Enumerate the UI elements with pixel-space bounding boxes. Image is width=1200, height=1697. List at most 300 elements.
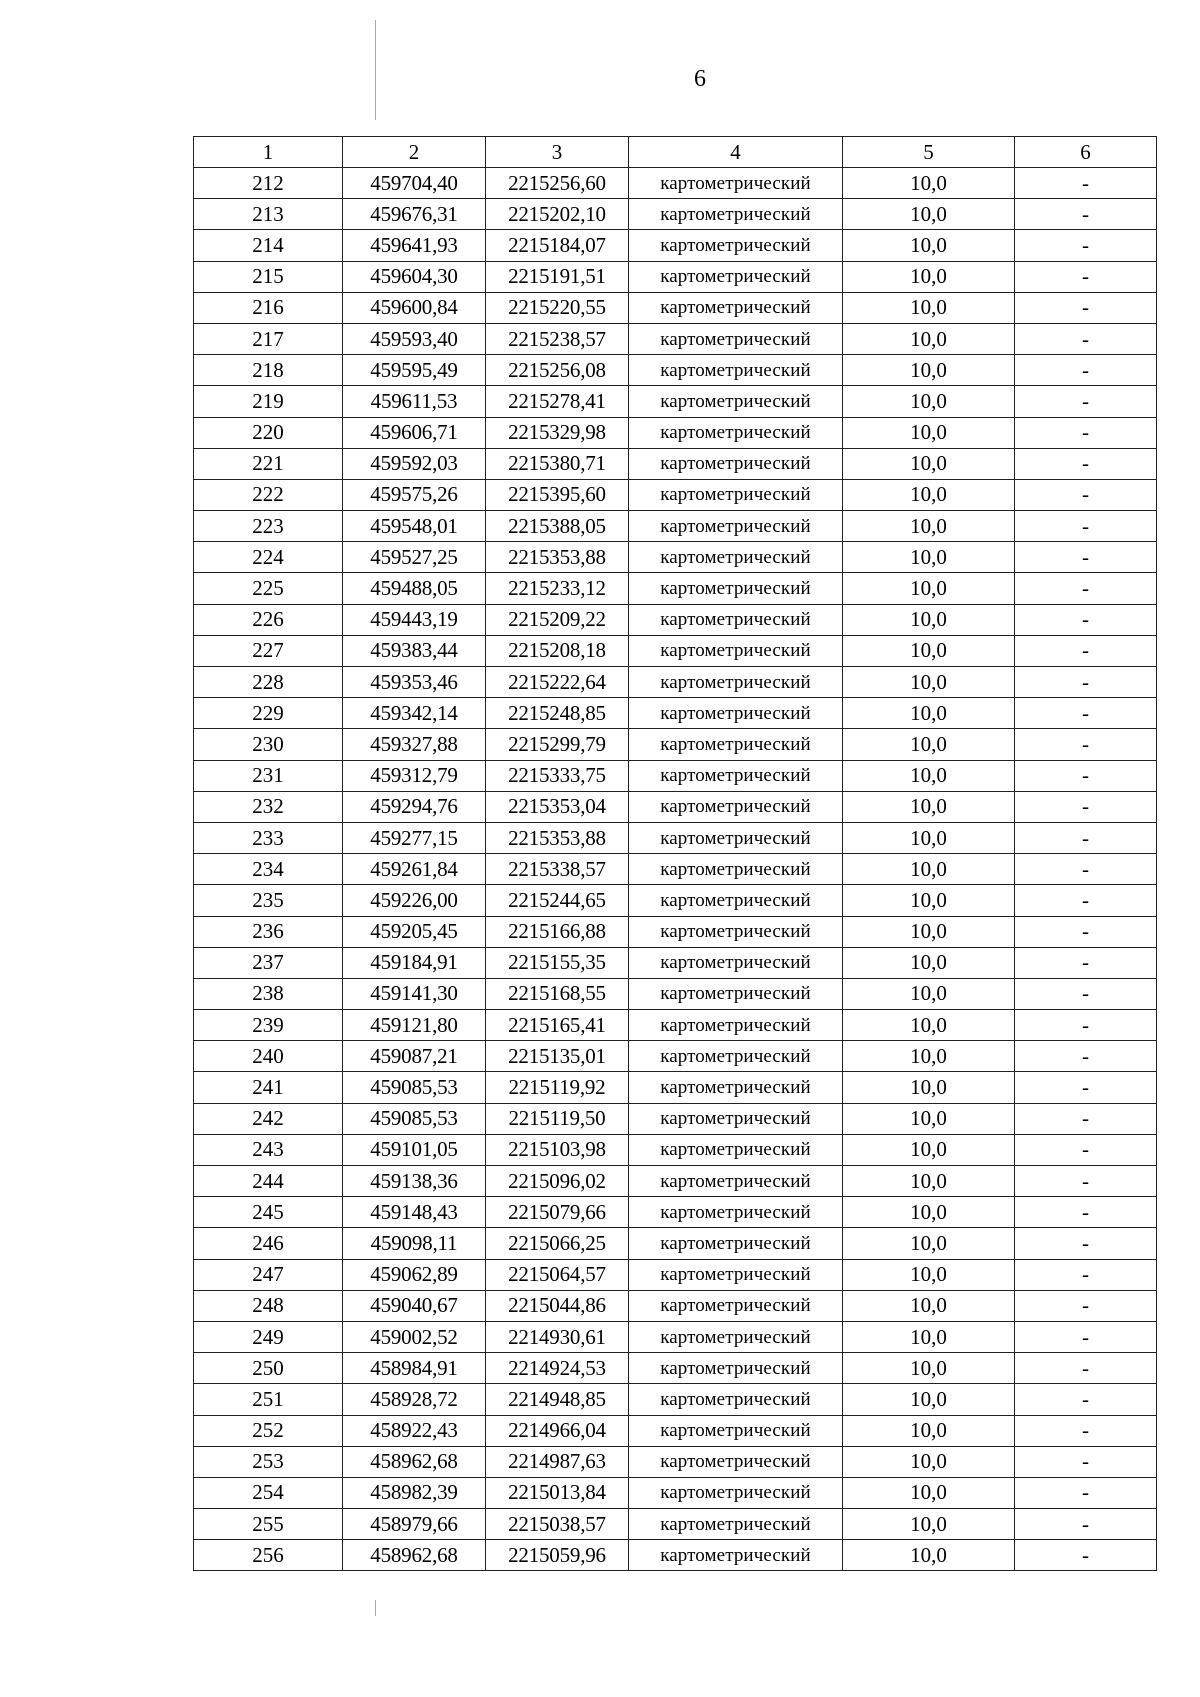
x-coordinate-cell: 459327,88 [343, 729, 486, 760]
x-coordinate-cell: 459226,00 [343, 885, 486, 916]
point-number-cell: 214 [194, 230, 343, 261]
point-number-cell: 241 [194, 1072, 343, 1103]
note-cell: - [1015, 1415, 1157, 1446]
point-number-cell: 231 [194, 760, 343, 791]
point-number-cell: 224 [194, 542, 343, 573]
point-number-cell: 245 [194, 1197, 343, 1228]
accuracy-cell: 10,0 [843, 729, 1015, 760]
accuracy-cell: 10,0 [843, 199, 1015, 230]
note-cell: - [1015, 1166, 1157, 1197]
note-cell: - [1015, 760, 1157, 791]
note-cell: - [1015, 1259, 1157, 1290]
table-row [194, 1010, 1157, 1041]
point-number-cell: 226 [194, 604, 343, 635]
point-number-cell: 232 [194, 791, 343, 822]
y-coordinate-cell: 2215220,55 [486, 292, 629, 323]
x-coordinate-cell: 458928,72 [343, 1384, 486, 1415]
method-cell: картометрический [629, 1041, 843, 1072]
x-coordinate-cell: 459261,84 [343, 854, 486, 885]
point-number-cell: 223 [194, 511, 343, 542]
x-coordinate-cell: 459383,44 [343, 635, 486, 666]
table-row [194, 199, 1157, 230]
accuracy-cell: 10,0 [843, 791, 1015, 822]
accuracy-cell: 10,0 [843, 1477, 1015, 1508]
point-number-cell: 249 [194, 1321, 343, 1352]
note-cell: - [1015, 885, 1157, 916]
table-row [194, 1259, 1157, 1290]
accuracy-cell: 10,0 [843, 1103, 1015, 1134]
accuracy-cell: 10,0 [843, 292, 1015, 323]
accuracy-cell: 10,0 [843, 604, 1015, 635]
table-row [194, 261, 1157, 292]
x-coordinate-cell: 458922,43 [343, 1415, 486, 1446]
y-coordinate-cell: 2215388,05 [486, 511, 629, 542]
table-row [194, 1228, 1157, 1259]
x-coordinate-cell: 459184,91 [343, 947, 486, 978]
note-cell: - [1015, 947, 1157, 978]
y-coordinate-cell: 2215155,35 [486, 947, 629, 978]
note-cell: - [1015, 386, 1157, 417]
table-row [194, 1540, 1157, 1571]
table-row [194, 947, 1157, 978]
y-coordinate-cell: 2215103,98 [486, 1134, 629, 1165]
point-number-cell: 217 [194, 323, 343, 354]
page-number: 6 [694, 66, 706, 92]
y-coordinate-cell: 2215233,12 [486, 573, 629, 604]
x-coordinate-cell: 459600,84 [343, 292, 486, 323]
method-cell: картометрический [629, 1134, 843, 1165]
table-row [194, 168, 1157, 199]
table-row [194, 729, 1157, 760]
note-cell: - [1015, 1509, 1157, 1540]
y-coordinate-cell: 2215299,79 [486, 729, 629, 760]
note-cell: - [1015, 1321, 1157, 1352]
note-cell: - [1015, 729, 1157, 760]
table-row [194, 791, 1157, 822]
point-number-cell: 254 [194, 1477, 343, 1508]
table-row [194, 1509, 1157, 1540]
x-coordinate-cell: 459353,46 [343, 667, 486, 698]
x-coordinate-cell: 458962,68 [343, 1446, 486, 1477]
method-cell: картометрический [629, 1446, 843, 1477]
note-cell: - [1015, 1228, 1157, 1259]
accuracy-cell: 10,0 [843, 1041, 1015, 1072]
method-cell: картометрический [629, 1477, 843, 1508]
accuracy-cell: 10,0 [843, 822, 1015, 853]
column-header: 5 [843, 137, 1015, 168]
point-number-cell: 237 [194, 947, 343, 978]
x-coordinate-cell: 459062,89 [343, 1259, 486, 1290]
table-row [194, 1477, 1157, 1508]
note-cell: - [1015, 323, 1157, 354]
accuracy-cell: 10,0 [843, 448, 1015, 479]
table-row [194, 1134, 1157, 1165]
accuracy-cell: 10,0 [843, 667, 1015, 698]
table-row [194, 511, 1157, 542]
point-number-cell: 216 [194, 292, 343, 323]
y-coordinate-cell: 2214948,85 [486, 1384, 629, 1415]
note-cell: - [1015, 1103, 1157, 1134]
method-cell: картометрический [629, 355, 843, 386]
note-cell: - [1015, 573, 1157, 604]
table-row [194, 698, 1157, 729]
method-cell: картометрический [629, 947, 843, 978]
y-coordinate-cell: 2215191,51 [486, 261, 629, 292]
y-coordinate-cell: 2215256,60 [486, 168, 629, 199]
y-coordinate-cell: 2214924,53 [486, 1353, 629, 1384]
x-coordinate-cell: 459138,36 [343, 1166, 486, 1197]
note-cell: - [1015, 261, 1157, 292]
x-coordinate-cell: 459002,52 [343, 1321, 486, 1352]
accuracy-cell: 10,0 [843, 698, 1015, 729]
table-row [194, 1072, 1157, 1103]
point-number-cell: 252 [194, 1415, 343, 1446]
note-cell: - [1015, 978, 1157, 1009]
x-coordinate-cell: 459205,45 [343, 916, 486, 947]
method-cell: картометрический [629, 604, 843, 635]
point-number-cell: 215 [194, 261, 343, 292]
point-number-cell: 250 [194, 1353, 343, 1384]
method-cell: картометрический [629, 261, 843, 292]
method-cell: картометрический [629, 1353, 843, 1384]
method-cell: картометрический [629, 1509, 843, 1540]
table-row [194, 1166, 1157, 1197]
x-coordinate-cell: 459087,21 [343, 1041, 486, 1072]
method-cell: картометрический [629, 542, 843, 573]
note-cell: - [1015, 916, 1157, 947]
accuracy-cell: 10,0 [843, 355, 1015, 386]
accuracy-cell: 10,0 [843, 1259, 1015, 1290]
method-cell: картометрический [629, 978, 843, 1009]
y-coordinate-cell: 2215096,02 [486, 1166, 629, 1197]
method-cell: картометрический [629, 1415, 843, 1446]
accuracy-cell: 10,0 [843, 1321, 1015, 1352]
point-number-cell: 238 [194, 978, 343, 1009]
note-cell: - [1015, 854, 1157, 885]
point-number-cell: 221 [194, 448, 343, 479]
y-coordinate-cell: 2215079,66 [486, 1197, 629, 1228]
x-coordinate-cell: 459611,53 [343, 386, 486, 417]
table-row [194, 448, 1157, 479]
x-coordinate-cell: 459595,49 [343, 355, 486, 386]
table-row [194, 479, 1157, 510]
method-cell: картометрический [629, 1259, 843, 1290]
table-row [194, 1353, 1157, 1384]
y-coordinate-cell: 2215202,10 [486, 199, 629, 230]
x-coordinate-cell: 458962,68 [343, 1540, 486, 1571]
y-coordinate-cell: 2215333,75 [486, 760, 629, 791]
method-cell: картометрический [629, 230, 843, 261]
x-coordinate-cell: 459342,14 [343, 698, 486, 729]
accuracy-cell: 10,0 [843, 1290, 1015, 1321]
note-cell: - [1015, 1540, 1157, 1571]
method-cell: картометрический [629, 635, 843, 666]
x-coordinate-cell: 459148,43 [343, 1197, 486, 1228]
accuracy-cell: 10,0 [843, 1166, 1015, 1197]
x-coordinate-cell: 459085,53 [343, 1072, 486, 1103]
point-number-cell: 242 [194, 1103, 343, 1134]
method-cell: картометрический [629, 1010, 843, 1041]
method-cell: картометрический [629, 1103, 843, 1134]
table-row [194, 1415, 1157, 1446]
accuracy-cell: 10,0 [843, 1446, 1015, 1477]
accuracy-cell: 10,0 [843, 1509, 1015, 1540]
x-coordinate-cell: 459606,71 [343, 417, 486, 448]
column-header: 3 [486, 137, 629, 168]
note-cell: - [1015, 1477, 1157, 1508]
point-number-cell: 236 [194, 916, 343, 947]
accuracy-cell: 10,0 [843, 323, 1015, 354]
y-coordinate-cell: 2215119,92 [486, 1072, 629, 1103]
x-coordinate-cell: 458984,91 [343, 1353, 486, 1384]
table-row [194, 854, 1157, 885]
note-cell: - [1015, 1010, 1157, 1041]
point-number-cell: 227 [194, 635, 343, 666]
accuracy-cell: 10,0 [843, 916, 1015, 947]
table-row [194, 1446, 1157, 1477]
y-coordinate-cell: 2215329,98 [486, 417, 629, 448]
note-cell: - [1015, 1290, 1157, 1321]
x-coordinate-cell: 459294,76 [343, 791, 486, 822]
table-row [194, 1384, 1157, 1415]
accuracy-cell: 10,0 [843, 947, 1015, 978]
x-coordinate-cell: 459527,25 [343, 542, 486, 573]
x-coordinate-cell: 459704,40 [343, 168, 486, 199]
x-coordinate-cell: 459604,30 [343, 261, 486, 292]
y-coordinate-cell: 2214966,04 [486, 1415, 629, 1446]
point-number-cell: 235 [194, 885, 343, 916]
note-cell: - [1015, 542, 1157, 573]
x-coordinate-cell: 459098,11 [343, 1228, 486, 1259]
y-coordinate-cell: 2214930,61 [486, 1321, 629, 1352]
accuracy-cell: 10,0 [843, 261, 1015, 292]
method-cell: картометрический [629, 573, 843, 604]
table-header-row [194, 137, 1157, 168]
table-row [194, 323, 1157, 354]
column-header: 1 [194, 137, 343, 168]
accuracy-cell: 10,0 [843, 417, 1015, 448]
accuracy-cell: 10,0 [843, 1072, 1015, 1103]
method-cell: картометрический [629, 729, 843, 760]
x-coordinate-cell: 459575,26 [343, 479, 486, 510]
note-cell: - [1015, 511, 1157, 542]
y-coordinate-cell: 2215248,85 [486, 698, 629, 729]
accuracy-cell: 10,0 [843, 760, 1015, 791]
coordinates-table [193, 136, 1157, 1571]
point-number-cell: 220 [194, 417, 343, 448]
point-number-cell: 251 [194, 1384, 343, 1415]
y-coordinate-cell: 2215165,41 [486, 1010, 629, 1041]
note-cell: - [1015, 292, 1157, 323]
x-coordinate-cell: 458979,66 [343, 1509, 486, 1540]
table-row [194, 573, 1157, 604]
method-cell: картометрический [629, 1072, 843, 1103]
y-coordinate-cell: 2215353,88 [486, 822, 629, 853]
column-header: 4 [629, 137, 843, 168]
point-number-cell: 222 [194, 479, 343, 510]
table-row [194, 822, 1157, 853]
x-coordinate-cell: 459548,01 [343, 511, 486, 542]
table-row [194, 885, 1157, 916]
note-cell: - [1015, 698, 1157, 729]
table-row [194, 417, 1157, 448]
method-cell: картометрический [629, 760, 843, 791]
point-number-cell: 256 [194, 1540, 343, 1571]
y-coordinate-cell: 2215064,57 [486, 1259, 629, 1290]
y-coordinate-cell: 2215278,41 [486, 386, 629, 417]
table-row [194, 667, 1157, 698]
point-number-cell: 255 [194, 1509, 343, 1540]
note-cell: - [1015, 479, 1157, 510]
note-cell: - [1015, 1197, 1157, 1228]
x-coordinate-cell: 459085,53 [343, 1103, 486, 1134]
method-cell: картометрический [629, 791, 843, 822]
accuracy-cell: 10,0 [843, 386, 1015, 417]
x-coordinate-cell: 459641,93 [343, 230, 486, 261]
x-coordinate-cell: 459443,19 [343, 604, 486, 635]
x-coordinate-cell: 459040,67 [343, 1290, 486, 1321]
y-coordinate-cell: 2215256,08 [486, 355, 629, 386]
scan-mark [375, 1600, 376, 1616]
x-coordinate-cell: 458982,39 [343, 1477, 486, 1508]
method-cell: картометрический [629, 479, 843, 510]
note-cell: - [1015, 1134, 1157, 1165]
y-coordinate-cell: 2215038,57 [486, 1509, 629, 1540]
table-row [194, 1290, 1157, 1321]
point-number-cell: 239 [194, 1010, 343, 1041]
method-cell: картометрический [629, 1290, 843, 1321]
y-coordinate-cell: 2215135,01 [486, 1041, 629, 1072]
table-row [194, 355, 1157, 386]
accuracy-cell: 10,0 [843, 1197, 1015, 1228]
y-coordinate-cell: 2215380,71 [486, 448, 629, 479]
y-coordinate-cell: 2214987,63 [486, 1446, 629, 1477]
note-cell: - [1015, 635, 1157, 666]
point-number-cell: 230 [194, 729, 343, 760]
method-cell: картометрический [629, 1228, 843, 1259]
accuracy-cell: 10,0 [843, 230, 1015, 261]
y-coordinate-cell: 2215338,57 [486, 854, 629, 885]
column-header: 6 [1015, 137, 1157, 168]
y-coordinate-cell: 2215044,86 [486, 1290, 629, 1321]
x-coordinate-cell: 459312,79 [343, 760, 486, 791]
method-cell: картометрический [629, 854, 843, 885]
point-number-cell: 247 [194, 1259, 343, 1290]
accuracy-cell: 10,0 [843, 511, 1015, 542]
method-cell: картометрический [629, 698, 843, 729]
scan-mark [375, 20, 376, 120]
accuracy-cell: 10,0 [843, 854, 1015, 885]
accuracy-cell: 10,0 [843, 1384, 1015, 1415]
table-row [194, 760, 1157, 791]
x-coordinate-cell: 459141,30 [343, 978, 486, 1009]
point-number-cell: 243 [194, 1134, 343, 1165]
method-cell: картометрический [629, 292, 843, 323]
x-coordinate-cell: 459101,05 [343, 1134, 486, 1165]
point-number-cell: 219 [194, 386, 343, 417]
note-cell: - [1015, 791, 1157, 822]
y-coordinate-cell: 2215395,60 [486, 479, 629, 510]
point-number-cell: 240 [194, 1041, 343, 1072]
accuracy-cell: 10,0 [843, 573, 1015, 604]
table-row [194, 916, 1157, 947]
accuracy-cell: 10,0 [843, 168, 1015, 199]
x-coordinate-cell: 459121,80 [343, 1010, 486, 1041]
note-cell: - [1015, 1384, 1157, 1415]
method-cell: картометрический [629, 417, 843, 448]
method-cell: картометрический [629, 323, 843, 354]
method-cell: картометрический [629, 1540, 843, 1571]
note-cell: - [1015, 448, 1157, 479]
y-coordinate-cell: 2215184,07 [486, 230, 629, 261]
method-cell: картометрический [629, 1166, 843, 1197]
note-cell: - [1015, 199, 1157, 230]
accuracy-cell: 10,0 [843, 479, 1015, 510]
accuracy-cell: 10,0 [843, 1540, 1015, 1571]
point-number-cell: 213 [194, 199, 343, 230]
table-row [194, 604, 1157, 635]
accuracy-cell: 10,0 [843, 542, 1015, 573]
accuracy-cell: 10,0 [843, 1353, 1015, 1384]
table-row [194, 292, 1157, 323]
point-number-cell: 229 [194, 698, 343, 729]
point-number-cell: 246 [194, 1228, 343, 1259]
table-row [194, 230, 1157, 261]
y-coordinate-cell: 2215119,50 [486, 1103, 629, 1134]
note-cell: - [1015, 230, 1157, 261]
x-coordinate-cell: 459676,31 [343, 199, 486, 230]
table-row [194, 1103, 1157, 1134]
y-coordinate-cell: 2215353,04 [486, 791, 629, 822]
table-row [194, 542, 1157, 573]
y-coordinate-cell: 2215244,65 [486, 885, 629, 916]
x-coordinate-cell: 459592,03 [343, 448, 486, 479]
y-coordinate-cell: 2215208,18 [486, 635, 629, 666]
method-cell: картометрический [629, 1384, 843, 1415]
method-cell: картометрический [629, 386, 843, 417]
point-number-cell: 228 [194, 667, 343, 698]
method-cell: картометрический [629, 199, 843, 230]
table-row [194, 386, 1157, 417]
note-cell: - [1015, 604, 1157, 635]
accuracy-cell: 10,0 [843, 885, 1015, 916]
accuracy-cell: 10,0 [843, 1415, 1015, 1446]
accuracy-cell: 10,0 [843, 635, 1015, 666]
point-number-cell: 234 [194, 854, 343, 885]
y-coordinate-cell: 2215209,22 [486, 604, 629, 635]
note-cell: - [1015, 1353, 1157, 1384]
y-coordinate-cell: 2215059,96 [486, 1540, 629, 1571]
column-header: 2 [343, 137, 486, 168]
point-number-cell: 253 [194, 1446, 343, 1477]
point-number-cell: 212 [194, 168, 343, 199]
method-cell: картометрический [629, 1197, 843, 1228]
accuracy-cell: 10,0 [843, 1134, 1015, 1165]
table-row [194, 978, 1157, 1009]
note-cell: - [1015, 417, 1157, 448]
table-row [194, 635, 1157, 666]
y-coordinate-cell: 2215238,57 [486, 323, 629, 354]
note-cell: - [1015, 1041, 1157, 1072]
y-coordinate-cell: 2215166,88 [486, 916, 629, 947]
method-cell: картометрический [629, 1321, 843, 1352]
table-row [194, 1197, 1157, 1228]
method-cell: картометрический [629, 511, 843, 542]
point-number-cell: 248 [194, 1290, 343, 1321]
table-row [194, 1041, 1157, 1072]
point-number-cell: 244 [194, 1166, 343, 1197]
accuracy-cell: 10,0 [843, 1228, 1015, 1259]
